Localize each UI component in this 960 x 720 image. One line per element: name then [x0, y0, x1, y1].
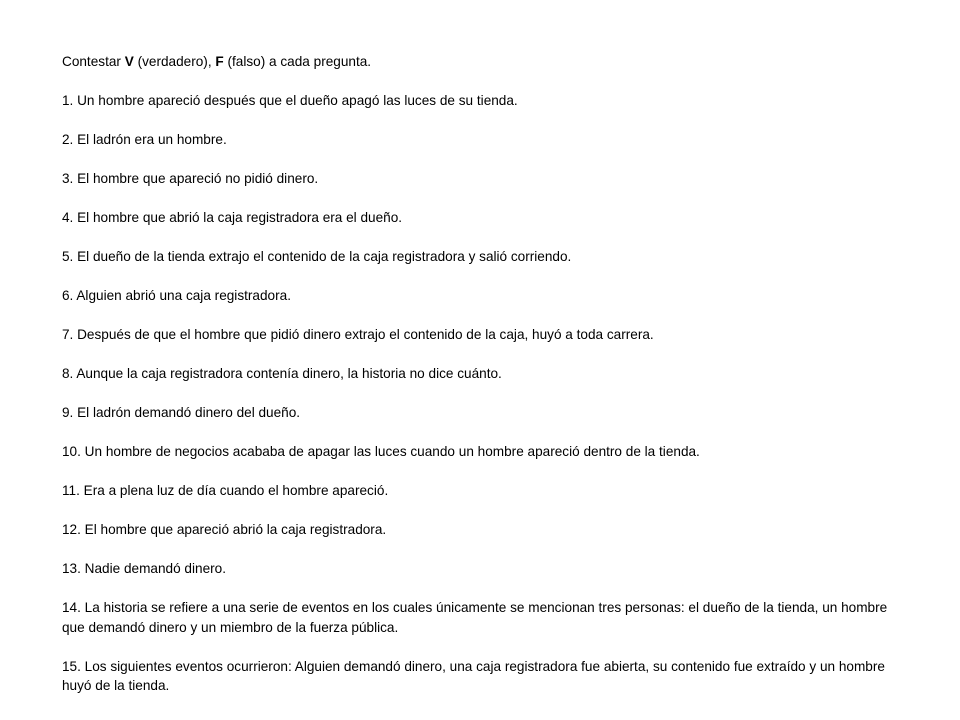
question-9: 9. El ladrón demandó dinero del dueño.: [62, 405, 301, 420]
question-5: 5. El dueño de la tienda extrajo el contenido de la caja registradora y salió corriendo.: [62, 249, 572, 264]
question-2: 2. El ladrón era un hombre.: [62, 132, 227, 147]
document-page: [62, 52, 908, 715]
instructions: [62, 52, 908, 72]
question-15: 15. Los siguientes eventos ocurrieron: Alguien demandó dinero, una caja registradora fue abierta, su contenido fue extraído y un hombre huyó de la tienda.: [62, 658, 885, 693]
question-14: 14. La historia se refiere a una serie de eventos en los cuales únicamente se mencionan tres personas: el dueño de la tienda, un hombre que demandó dinero y un miembro de la fuerza pública.: [62, 600, 888, 635]
question-1: 1. Un hombre apareció después que el dueño apagó las luces de su tienda.: [62, 93, 518, 108]
question-10: 10. Un hombre de negocios acababa de apagar las luces cuando un hombre apareció dentro de la tienda.: [62, 444, 700, 459]
question-11: 11. Era a plena luz de día cuando el hombre apareció.: [62, 483, 389, 498]
true-label: (verdadero),: [133, 54, 216, 69]
false-label: (falso) a cada pregunta.: [223, 54, 372, 69]
question-7: 7. Después de que el hombre que pidió dinero extrajo el contenido de la caja, huyó a toda carrera.: [62, 327, 654, 342]
question-8: 8. Aunque la caja registradora contenía dinero, la historia no dice cuánto.: [62, 366, 502, 381]
question-12: 12. El hombre que apareció abrió la caja registradora.: [62, 522, 387, 537]
question-4: 4. El hombre que abrió la caja registradora era el dueño.: [62, 210, 403, 225]
instructions-prefix: Contestar: [62, 54, 125, 69]
false-letter: F: [215, 54, 224, 69]
question-13: 13. Nadie demandó dinero.: [62, 561, 226, 576]
true-letter: V: [124, 54, 134, 69]
question-6: 6. Alguien abrió una caja registradora.: [62, 288, 291, 303]
question-3: 3. El hombre que apareció no pidió dinero.: [62, 171, 319, 186]
